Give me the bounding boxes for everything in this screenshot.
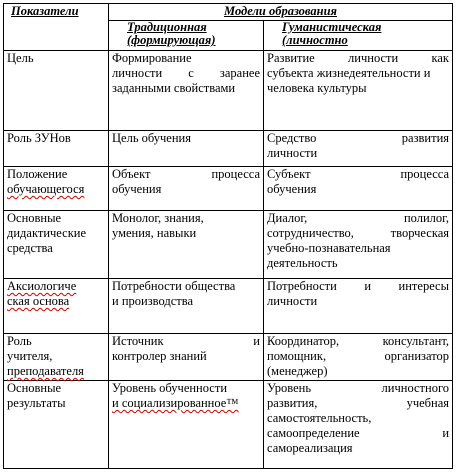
- cell-line: Уровень обученности: [112, 381, 228, 395]
- table-row: [4, 51, 453, 131]
- education-models-table: [3, 3, 453, 469]
- cell-line: Монолог, знания,: [112, 211, 204, 225]
- humanistic-cell: [264, 51, 453, 131]
- indicator-cell: [4, 51, 109, 131]
- cell-line: средства: [7, 241, 53, 255]
- cell-line: Потребности общества: [112, 279, 236, 293]
- traditional-cell: [109, 211, 264, 279]
- cell-line: обучения: [267, 182, 317, 196]
- humanistic-cell: [264, 167, 453, 211]
- cell-line: Основные: [7, 381, 62, 395]
- cell-line: Средство развития: [267, 131, 450, 145]
- cell-line: контролер знаний: [112, 349, 207, 363]
- cell-line: [7, 364, 105, 379]
- humanistic-cell: [264, 334, 453, 381]
- cell-line: обучения: [112, 182, 162, 196]
- cell-line: развития, учебная: [267, 396, 450, 410]
- header-indicators: Показатели: [4, 4, 109, 51]
- indicator-cell: [4, 279, 109, 334]
- cell-line: Цель: [7, 51, 34, 65]
- cell-line: дидактические: [7, 226, 87, 240]
- indicator-cell: [4, 334, 109, 381]
- table-row: [4, 131, 453, 167]
- spellcheck-marked-text: и социализированное™: [112, 396, 239, 410]
- traditional-cell: [109, 51, 264, 131]
- cell-line: деятельность: [267, 256, 338, 270]
- cell-line: [7, 182, 105, 197]
- cell-line: [112, 396, 260, 411]
- humanistic-cell: [264, 211, 453, 279]
- table-row: [4, 211, 453, 279]
- humanistic-cell: [264, 279, 453, 334]
- cell-line: Источник и: [112, 334, 260, 348]
- spellcheck-marked-text: ская основа: [7, 294, 70, 308]
- table-row: [4, 279, 453, 334]
- cell-line: Основные: [7, 211, 62, 225]
- cell-line: результаты: [7, 396, 66, 410]
- cell-line: личности с заранее: [112, 66, 260, 80]
- cell-line: Цель обучения: [112, 131, 191, 145]
- cell-line: Положение: [7, 167, 68, 181]
- cell-line: Диалог, полилог,: [267, 211, 450, 225]
- cell-line: [7, 294, 105, 309]
- cell-line: и производства: [112, 294, 193, 308]
- cell-line: субъекта жизнедеятельности и: [267, 66, 431, 80]
- traditional-cell: [109, 131, 264, 167]
- traditional-cell: [109, 381, 264, 469]
- cell-line: помощник, организатор: [267, 349, 450, 363]
- cell-line: сотрудничество, творческая: [267, 226, 450, 240]
- cell-line: Роль ЗУНов: [7, 131, 71, 145]
- cell-line: Объект процесса: [112, 167, 260, 181]
- humanistic-cell: [264, 131, 453, 167]
- cell-line: учителя,: [7, 349, 53, 363]
- traditional-cell: [109, 279, 264, 334]
- cell-line: самоопределение и: [267, 426, 450, 440]
- table-row: [4, 334, 453, 381]
- spellcheck-marked-text: Аксиологиче: [7, 279, 77, 293]
- indicator-cell: [4, 167, 109, 211]
- cell-line: учебно-познавательная: [267, 241, 391, 255]
- spellcheck-marked-text: обучающегося: [7, 182, 85, 196]
- header-traditional-model: Традиционная (формирующая): [109, 21, 264, 51]
- cell-line: личности: [267, 294, 318, 308]
- cell-line: самореализация: [267, 441, 353, 455]
- indicator-cell: [4, 211, 109, 279]
- traditional-cell: [109, 167, 264, 211]
- cell-line: (менеджер): [267, 364, 328, 378]
- indicator-cell: [4, 381, 109, 469]
- cell-line: самостоятельность,: [267, 411, 372, 425]
- cell-line: Субъект процесса: [267, 167, 450, 181]
- indicator-cell: [4, 131, 109, 167]
- cell-line: Формирование: [112, 51, 192, 65]
- cell-line: Потребности и интересы: [267, 279, 450, 293]
- cell-line: Координатор, консультант,: [267, 334, 450, 348]
- header-humanistic-model: Гуманистическая (личностно: [264, 21, 453, 51]
- cell-line: Развитие личности как: [267, 51, 450, 65]
- table-row: [4, 381, 453, 469]
- cell-line: личности: [267, 146, 318, 160]
- spellcheck-marked-text: преподавателя: [7, 364, 84, 378]
- cell-line: умения, навыки: [112, 226, 197, 240]
- cell-line: человека культуры: [267, 81, 367, 95]
- header-education-models: Модели образования: [109, 4, 453, 21]
- humanistic-cell: [264, 381, 453, 469]
- traditional-cell: [109, 334, 264, 381]
- cell-line: Уровень личностного: [267, 381, 450, 395]
- cell-line: Роль: [7, 334, 32, 348]
- cell-line: [7, 279, 105, 294]
- table-row: [4, 167, 453, 211]
- cell-line: заданными свойствами: [112, 81, 236, 95]
